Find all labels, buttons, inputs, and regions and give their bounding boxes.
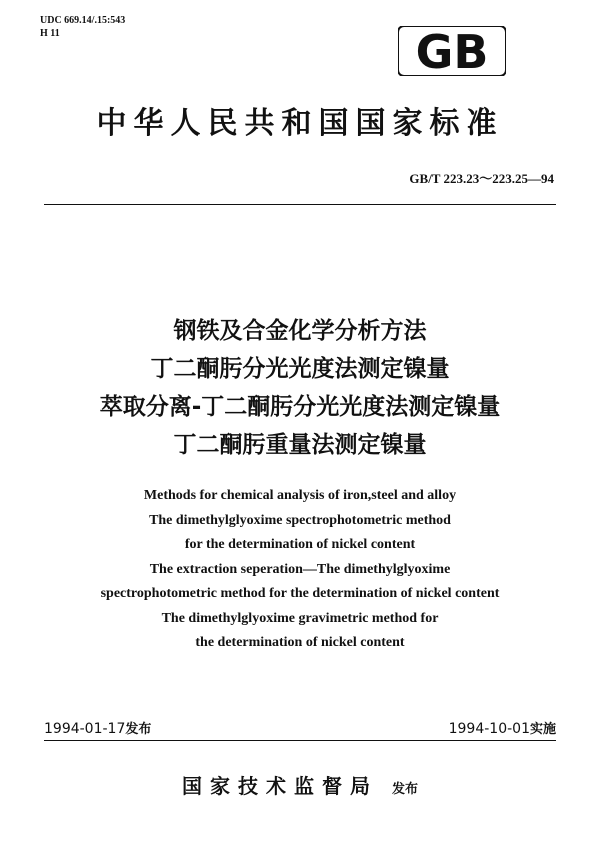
top-divider [44,204,556,205]
implementation-date-block [449,718,556,737]
gb-logo [398,26,506,76]
issue-date-block [44,718,151,737]
zh-title-line: 丁二酮肟分光光度法测定镍量 [150,356,450,382]
en-title-line: the determination of nickel content [195,635,405,650]
english-titles [20,484,580,656]
udc-classification [40,14,125,40]
en-title-line: The dimethylglyoxime spectrophotometric method [149,512,451,528]
en-title-line: The dimethylglyoxime gravimetric method for [161,610,439,626]
implementation-label: 实施 [529,722,556,737]
issuer-block [44,770,556,799]
zh-title-line: 萃取分离-丁二酮肟分光光度法测定镍量 [99,394,501,420]
udc-code: UDC 669.14/.15:543 [40,15,126,26]
issuer-org: 国家技术监督局 [181,774,378,798]
standard-number: GB/T 223.23～223.25—94 [409,171,554,186]
en-title-line: Methods for chemical analysis of iron,steel and alloy [143,488,457,503]
en-title-line: spectrophotometric method for the determination of nickel content [100,586,500,601]
gb-logo-text: GB [415,26,489,76]
zh-title-line: 丁二酮肟重量法测定镍量 [173,432,427,458]
chinese-titles [44,312,556,464]
issue-date: 1994-01-17 [44,721,126,737]
standard-org-title: 中华人民共和国国家标准 [96,106,504,141]
implementation-date: 1994-10-01 [448,721,530,737]
zh-title-line: 钢铁及合金化学分析方法 [173,318,427,344]
issue-label: 发布 [125,722,152,737]
issuer-label: 发布 [391,782,418,797]
en-title-line: The extraction seperation—The dimethylglyoxime [149,561,451,577]
en-title-line: for the determination of nickel content [184,537,416,552]
class-code: H 11 [40,28,60,39]
bottom-divider [44,740,556,741]
